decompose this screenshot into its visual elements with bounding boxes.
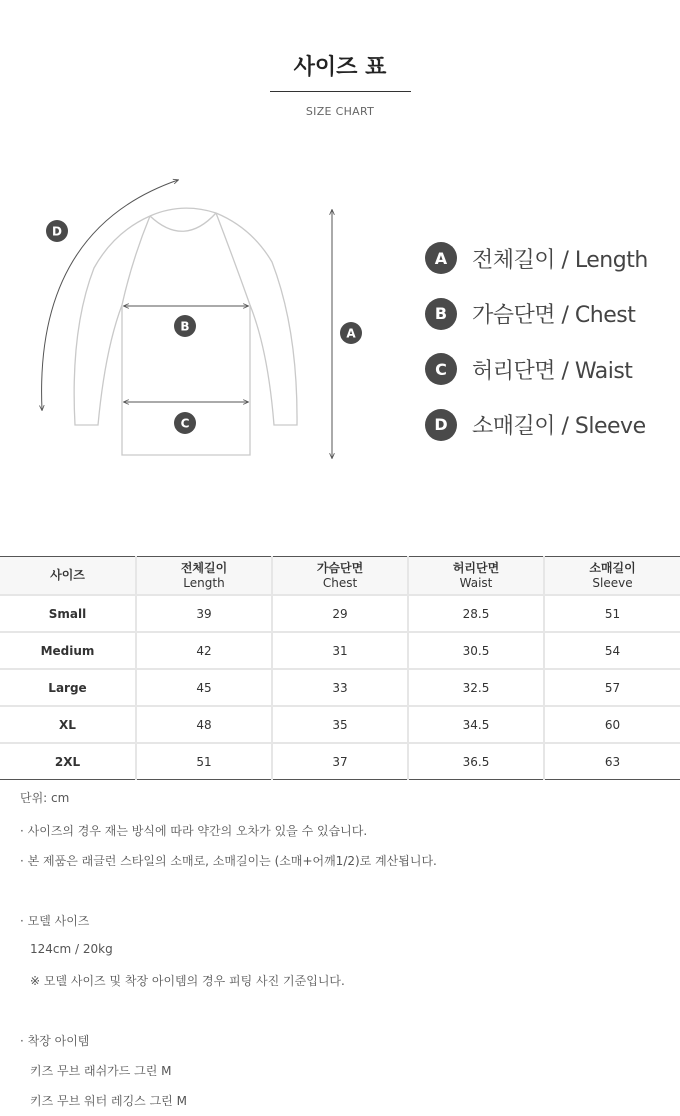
cell-waist: 30.5 <box>408 632 544 669</box>
worn-item: 키즈 무브 워터 레깅스 그린 M <box>30 1094 187 1108</box>
sleeve-arrow <box>42 180 178 410</box>
cell-length: 45 <box>136 669 272 706</box>
header-sleeve: 소매길이 Sleeve <box>544 557 680 596</box>
cell-length: 39 <box>136 595 272 632</box>
measurement-legend <box>425 240 648 462</box>
page-title: 사이즈 표 <box>293 55 387 80</box>
page-subtitle: SIZE CHART <box>305 105 375 118</box>
model-size-note: ※ 모델 사이즈 및 착장 아이템의 경우 피팅 사진 기준입니다. <box>30 974 345 988</box>
legend-item-sleeve <box>425 407 648 443</box>
badge-c <box>174 412 196 434</box>
cell-chest: 33 <box>272 669 408 706</box>
worn-items-heading: · 착장 아이템 <box>20 1034 90 1048</box>
cell-chest: 35 <box>272 706 408 743</box>
unit-note: 단위: cm <box>20 791 70 805</box>
size-table <box>0 556 680 780</box>
cell-waist: 28.5 <box>408 595 544 632</box>
title-underline <box>270 91 411 92</box>
svg-text:B: B <box>180 319 190 334</box>
badge-d <box>46 220 68 242</box>
model-size-heading: · 모델 사이즈 <box>20 914 90 928</box>
table-header-row <box>0 557 680 596</box>
cell-length: 48 <box>136 706 272 743</box>
badge-a <box>340 322 362 344</box>
measurement-note: · 사이즈의 경우 재는 방식에 따라 약간의 오차가 있을 수 있습니다. <box>20 824 368 838</box>
svg-text:C: C <box>180 416 190 431</box>
svg-text:D: D <box>52 224 62 239</box>
cell-waist: 32.5 <box>408 669 544 706</box>
worn-item: 키즈 무브 래쉬가드 그린 M <box>30 1064 172 1078</box>
garment-diagram <box>0 160 420 480</box>
table-row <box>0 743 680 780</box>
legend-label-sleeve: 소매길이 / Sleeve <box>472 414 646 439</box>
table-row <box>0 632 680 669</box>
cell-size: XL <box>0 706 136 743</box>
cell-sleeve: 51 <box>544 595 680 632</box>
cell-chest: 37 <box>272 743 408 780</box>
legend-badge-c: C <box>425 353 457 385</box>
legend-item-chest <box>425 296 648 332</box>
cell-waist: 34.5 <box>408 706 544 743</box>
legend-item-waist <box>425 351 648 387</box>
cell-size: Medium <box>0 632 136 669</box>
cell-waist: 36.5 <box>408 743 544 780</box>
cell-sleeve: 54 <box>544 632 680 669</box>
legend-badge-b: B <box>425 298 457 330</box>
legend-label-length: 전체길이 / Length <box>472 247 648 273</box>
model-size-value: 124cm / 20kg <box>30 942 113 956</box>
cell-chest: 29 <box>272 595 408 632</box>
cell-length: 42 <box>136 632 272 669</box>
legend-item-length <box>425 240 648 276</box>
table-row <box>0 595 680 632</box>
legend-label-chest: 가슴단면 / Chest <box>472 303 636 328</box>
cell-sleeve: 57 <box>544 669 680 706</box>
header-size: 사이즈 <box>0 557 136 596</box>
cell-chest: 31 <box>272 632 408 669</box>
cell-size: Small <box>0 595 136 632</box>
table-row <box>0 669 680 706</box>
cell-size: 2XL <box>0 743 136 780</box>
header-waist: 허리단면 Waist <box>408 557 544 596</box>
svg-text:A: A <box>346 326 356 341</box>
header-chest: 가슴단면 Chest <box>272 557 408 596</box>
table-row <box>0 706 680 743</box>
raglan-note: · 본 제품은 래글런 스타일의 소매로, 소매길이는 (소매+어깨1/2)로 계산됩니다. <box>20 854 437 868</box>
badge-b <box>174 315 196 337</box>
legend-badge-d: D <box>425 409 457 441</box>
header-length: 전체길이 Length <box>136 557 272 596</box>
legend-badge-a: A <box>425 242 457 274</box>
cell-length: 51 <box>136 743 272 780</box>
cell-sleeve: 60 <box>544 706 680 743</box>
legend-label-waist: 허리단면 / Waist <box>472 358 633 384</box>
cell-sleeve: 63 <box>604 754 621 769</box>
cell-size: Large <box>0 669 136 706</box>
